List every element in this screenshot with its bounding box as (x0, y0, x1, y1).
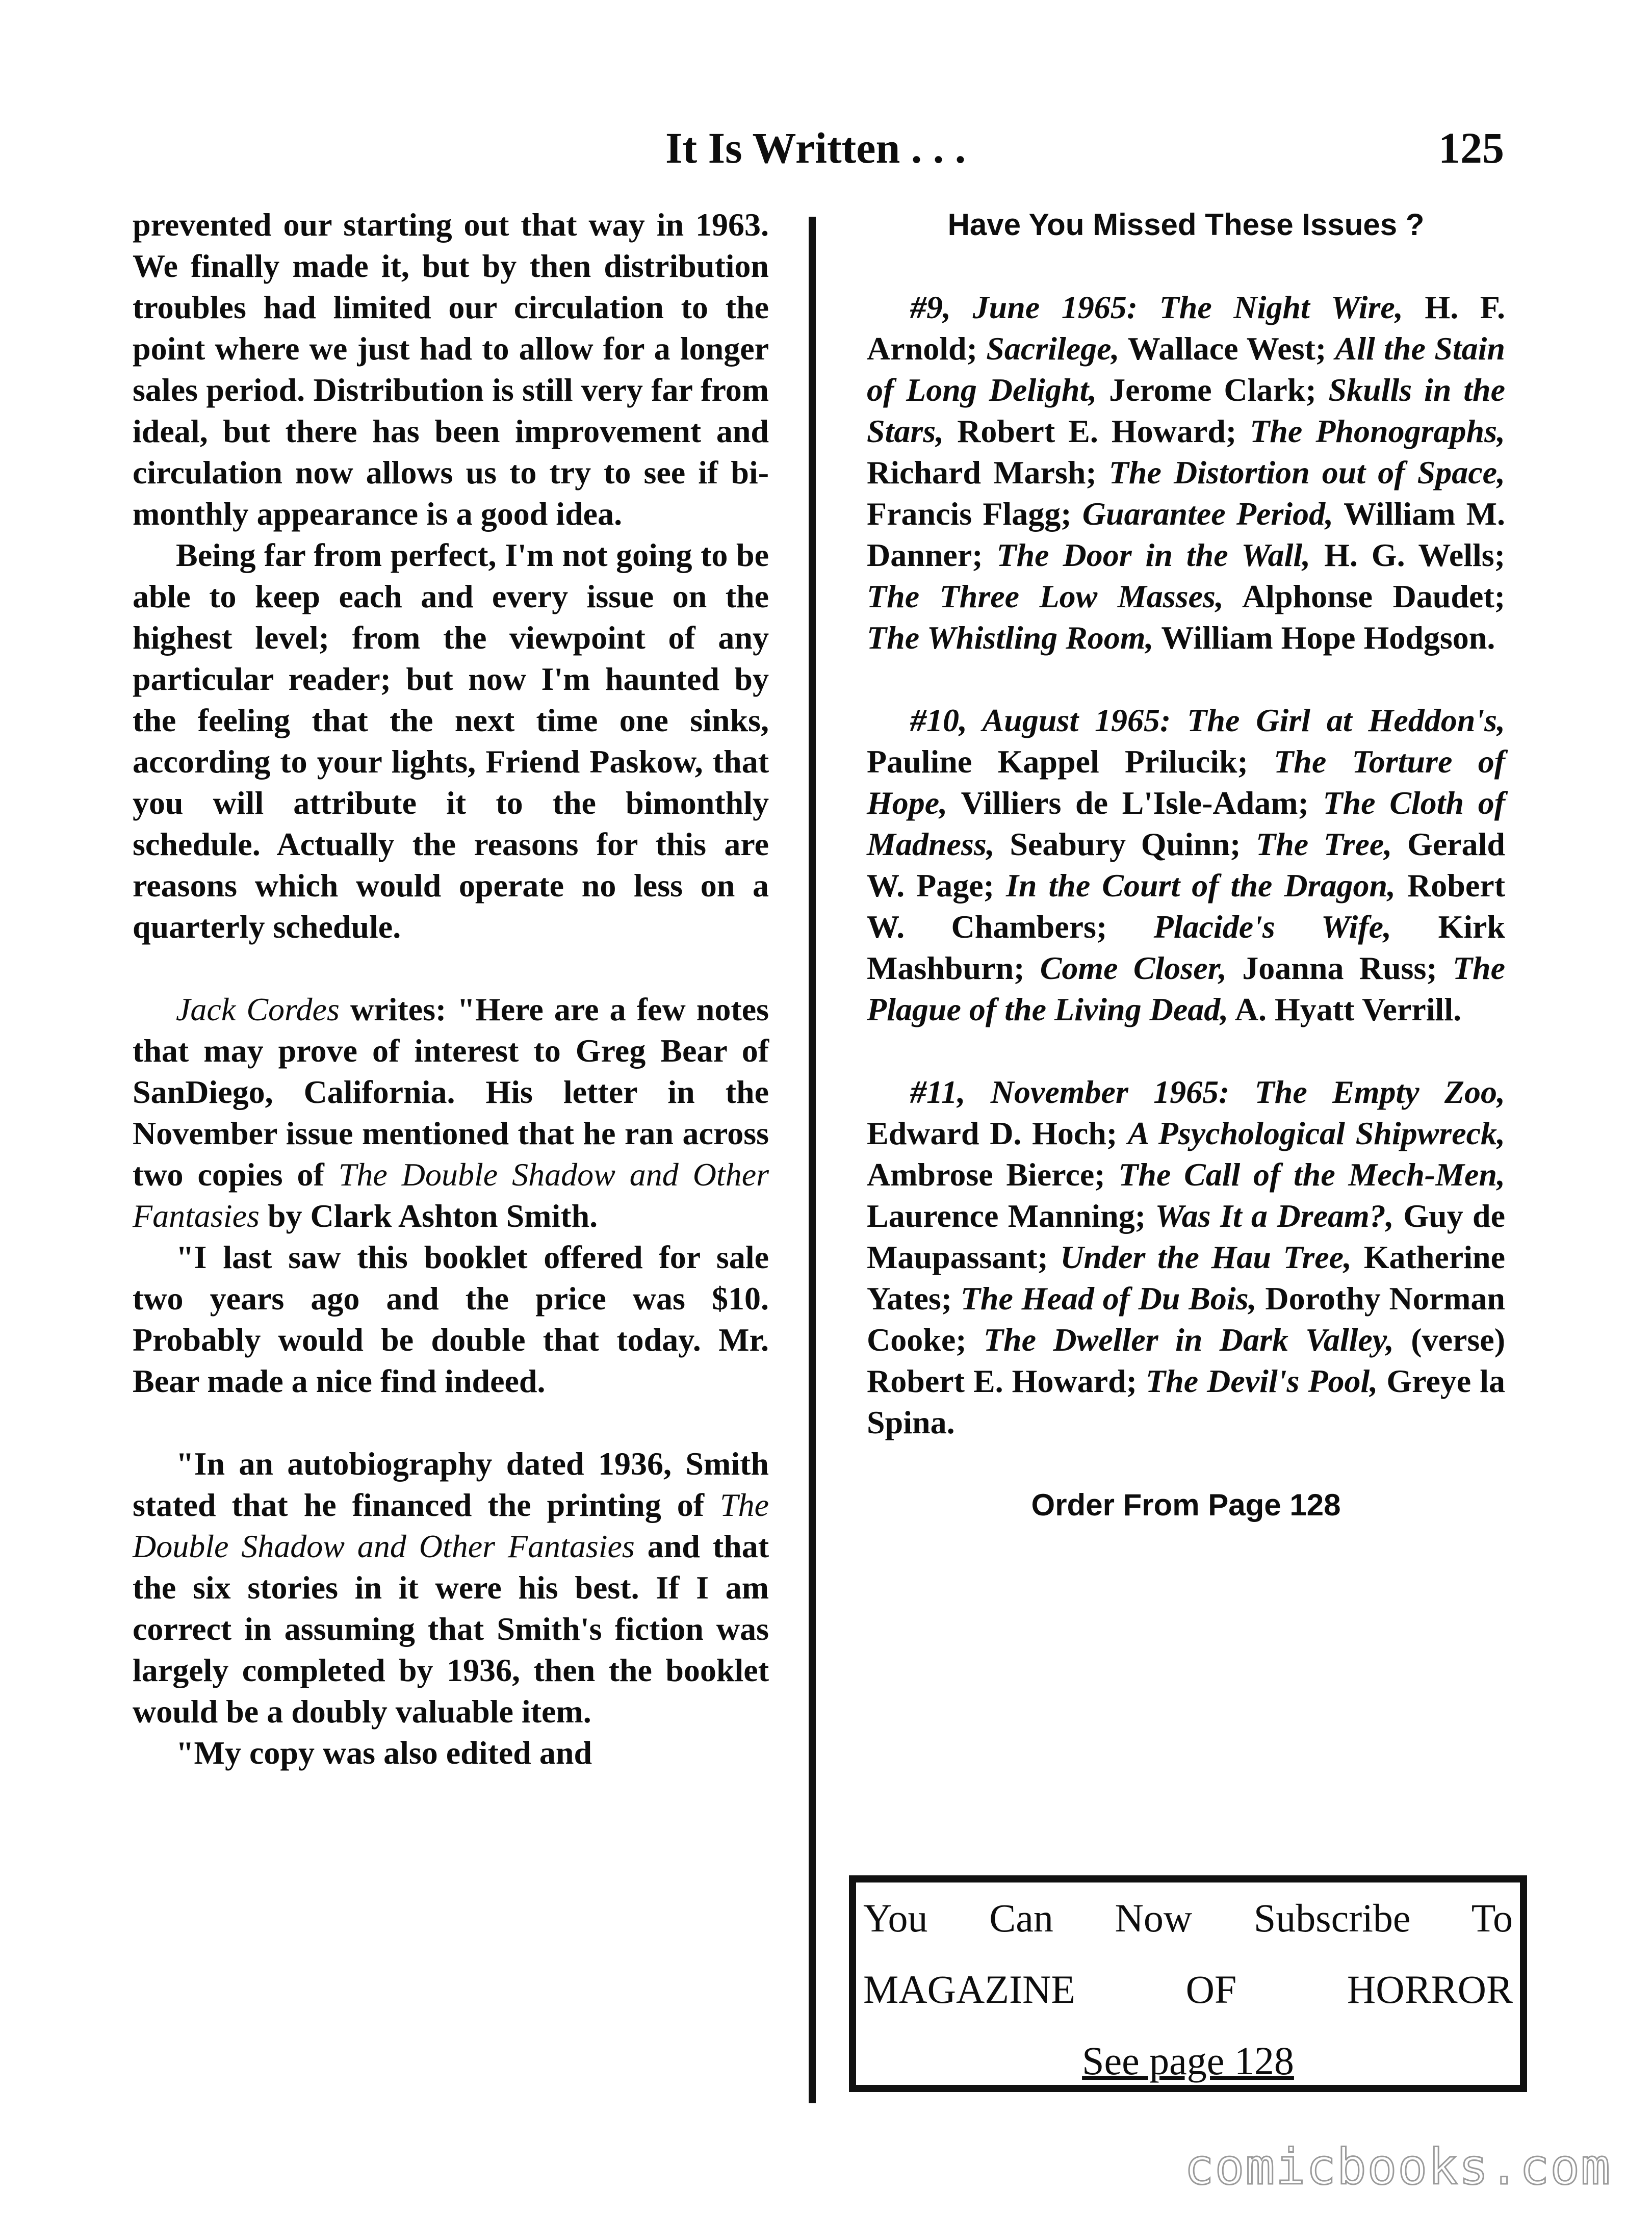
subscribe-line: You Can Now Subscribe To (863, 1896, 1513, 1940)
right-column (867, 204, 1505, 1526)
left-column (133, 204, 769, 1773)
issue-label: #10, August 1965: (910, 702, 1171, 738)
story-author: Gerald W. Page; (867, 826, 1506, 904)
story-author: Alphonse Daudet; (1223, 578, 1506, 614)
story-title: A Psychological Shipwreck, (1127, 1115, 1506, 1151)
story-author: Robert E. Howard; (944, 413, 1250, 449)
story-author: William M. Danner; (867, 496, 1506, 573)
story-title: Guarantee Period, (1082, 496, 1334, 532)
story-title: The Dweller in Dark Valley, (983, 1322, 1394, 1358)
subscribe-box (849, 1875, 1527, 2092)
paragraph-3-text-b: by Clark Ashton Smith. (259, 1198, 598, 1234)
issue-11-listing (867, 1071, 1505, 1443)
story-author: (verse) Robert E. Howard; (867, 1322, 1505, 1399)
story-title: The Girl at Heddon's, (1187, 702, 1506, 738)
issue-10-listing (867, 700, 1505, 1030)
story-author: Ambrose Bierce; (867, 1156, 1119, 1193)
book-title: The Double Shadow and Other Fantasies (133, 1487, 769, 1564)
story-author: Wallace West; (1119, 330, 1335, 367)
story-title: The Three Low Masses, (867, 578, 1224, 614)
story-author: Robert W. Chambers; (867, 867, 1506, 945)
story-author: Dorothy Norman Cooke; (867, 1280, 1505, 1358)
story-title: The Cloth of Madness, (867, 785, 1506, 862)
story-author: Richard Marsh; (867, 454, 1109, 491)
page-number: 125 (1438, 123, 1504, 172)
column-divider (809, 217, 816, 2103)
story-author: Laurence Manning; (867, 1198, 1155, 1234)
story-author: Villiers de L'Isle-Adam; (947, 785, 1323, 821)
story-author: H. G. Wells; (1310, 537, 1506, 573)
story-author: Guy de Maupassant; (867, 1198, 1506, 1275)
story-author: Kirk Mashburn; (867, 909, 1506, 986)
story-author: Pauline Kappel Prilucik; (867, 743, 1274, 780)
story-title: The Phonographs, (1250, 413, 1506, 449)
paragraph-5-text-a: "In an autobiography dated 1936, Smith stated that he financed the printing of (133, 1446, 769, 1523)
book-title: The Double Shadow and Other Fantasies (133, 1156, 769, 1234)
story-title: The Night Wire, (1159, 289, 1403, 325)
paragraph-2: Being far from perfect, I'm not going to be able to keep each and every issue on the highest level; from the viewpoint of any particular reader; but now I'm haunted by the feeling that the next time one sinks, according to your lights, Friend Paskow, that you will attribute it to the bimonthly schedule. Actually the reasons for this are reasons which would operate no less on a quarterly schedule. (133, 537, 769, 945)
back-issues-heading: Have You Missed These Issues ? (947, 208, 1425, 242)
story-author: H. F. Arnold; (867, 289, 1505, 367)
author-name: Jack Cordes (176, 991, 340, 1027)
paragraph-3 (133, 989, 769, 1236)
paragraph-1: prevented our starting out that way in 1963. We finally made it, but by then distribution troubles had limited our circulation to the point where we just had to allow for a longer sales period. Distribution is still very far from ideal, but there has been improvement and circulation now allows us to try to see if bi-monthly appearance is a good idea. (133, 207, 769, 532)
story-author: Greye la Spina. (867, 1363, 1506, 1440)
story-title: The Call of the Mech-Men, (1118, 1156, 1506, 1193)
story-title: All the Stain of Long Delight, (867, 330, 1506, 408)
story-title: In the Court of the Dragon, (1005, 867, 1396, 904)
story-title: Under the Hau Tree, (1060, 1239, 1352, 1275)
story-title: The Distortion out of Space, (1108, 454, 1506, 491)
story-author: Seabury Quinn; (994, 826, 1256, 862)
paragraph-5 (133, 1443, 769, 1732)
paragraph-6: "My copy was also edited and (176, 1735, 592, 1771)
story-author: William Hope Hodgson. (1153, 620, 1495, 656)
story-title: The Door in the Wall, (996, 537, 1311, 573)
running-header (0, 120, 1652, 181)
see-page-line: See page 128 (1082, 2039, 1294, 2083)
story-title: Was It a Dream?, (1155, 1198, 1394, 1234)
story-title: The Empty Zoo, (1254, 1074, 1505, 1110)
order-from-line: Order From Page 128 (1031, 1488, 1341, 1522)
story-author: Katherine Yates; (867, 1239, 1506, 1317)
running-title: It Is Written . . . (665, 123, 966, 172)
story-author: A. Hyatt Verrill. (1228, 991, 1462, 1027)
story-author: Edward D. Hoch; (867, 1115, 1128, 1151)
story-title: The Devil's Pool, (1146, 1363, 1378, 1399)
story-title: The Whistling Room, (867, 620, 1154, 656)
story-title: The Tree, (1256, 826, 1392, 862)
issue-9-listing (867, 287, 1505, 658)
site-watermark: comicbooks.com (1184, 2138, 1611, 2196)
issue-label: #9, June 1965: (910, 289, 1138, 325)
paragraph-5-text-b: and that the six stories in it were his best. If I am correct in assuming that Smith's fiction was largely completed by 1936, then the booklet would be a doubly valuable item. (133, 1528, 769, 1730)
story-title: Placide's Wife, (1153, 909, 1392, 945)
story-title: Come Closer, (1040, 950, 1227, 986)
magazine-name: MAGAZINE OF HORROR (863, 1967, 1513, 2011)
story-title: The Plague of the Living Dead, (867, 950, 1506, 1027)
story-author: Francis Flagg; (867, 496, 1082, 532)
story-title: The Torture of Hope, (867, 743, 1506, 821)
story-author: Jerome Clark; (1097, 372, 1329, 408)
story-title: Sacrilege, (986, 330, 1120, 367)
story-author: Joanna Russ; (1227, 950, 1453, 986)
issue-label: #11, November 1965: (910, 1074, 1230, 1110)
story-title: The Head of Du Bois, (960, 1280, 1257, 1317)
story-title: Skulls in the Stars, (867, 372, 1506, 449)
paragraph-4: "I last saw this booklet offered for sale two years ago and the price was $10. Probably would be double that today. Mr. Bear made a nice find indeed. (133, 1239, 769, 1399)
paragraph-3-text-a: writes: "Here are a few notes that may prove of interest to Greg Bear of SanDiego, California. His letter in the November issue mentioned that he ran across two copies of (133, 991, 769, 1193)
